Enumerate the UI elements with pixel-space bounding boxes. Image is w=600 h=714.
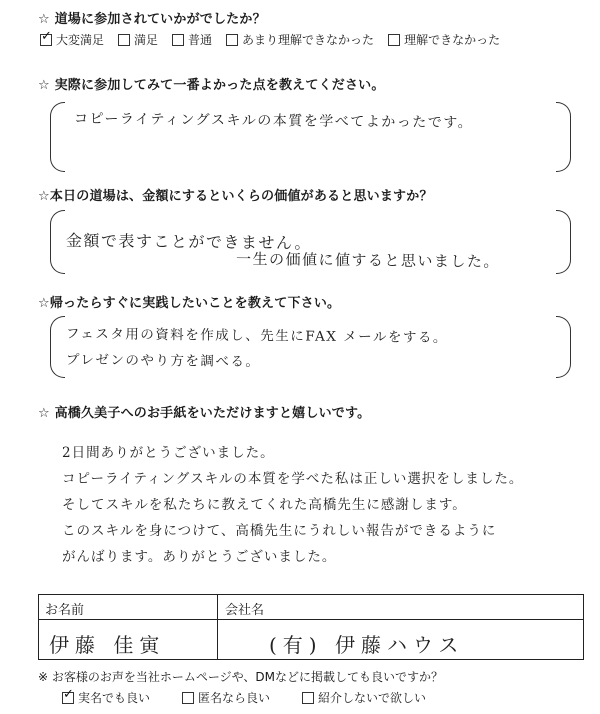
option-normal[interactable]	[172, 31, 212, 48]
answer-bracket-right	[556, 316, 571, 378]
option-label: 実名でも良い	[78, 691, 151, 705]
question-1-title: ☆ 道場に参加されていかがでしたか？	[38, 12, 266, 27]
checkbox-checked-icon[interactable]	[62, 692, 74, 704]
option-not-understood[interactable]	[388, 31, 500, 48]
option-satisfied[interactable]	[118, 31, 158, 48]
company-label: 会社名	[225, 603, 265, 618]
question-5-title: ☆ 高橋久美子へのお手紙をいただけますと嬉しいです。	[38, 406, 371, 421]
option-real-name-ok[interactable]	[62, 689, 150, 706]
table-divider	[217, 595, 218, 659]
publication-note: ※ お客様のお声を当社ホームページや、DMなどに掲載しても良いですか？	[38, 670, 443, 684]
checkbox-icon[interactable]	[118, 34, 130, 46]
question-2-title: ☆ 実際に参加してみて一番よかった点を教えてください。	[38, 78, 385, 93]
publication-options	[62, 689, 426, 706]
name-label: お名前	[45, 603, 85, 618]
option-label: 紹介しないで欲しい	[318, 691, 427, 705]
answer-bracket-left	[50, 316, 65, 378]
question-4-answer-line-1: フェスタ用の資料を作成し、先生にFAX メールをする。	[65, 326, 448, 346]
checkbox-icon[interactable]	[388, 34, 400, 46]
option-label: 大変満足	[56, 33, 105, 47]
option-label: 匿名なら良い	[198, 691, 271, 705]
checkbox-checked-icon[interactable]	[40, 34, 52, 46]
option-label: あまり理解できなかった	[242, 33, 375, 47]
letter-line: このスキルを身につけて、高橋先生にうれしい報告ができるように	[62, 523, 497, 539]
question-4-answer-line-2: プレゼンのやり方を調べる。	[65, 352, 261, 371]
letter-line: がんばります。ありがとうございました。	[62, 549, 337, 565]
question-3-answer-line-2: 一生の価値に値すると思いました。	[235, 250, 501, 271]
table-header-row	[39, 595, 583, 620]
answer-bracket-right	[556, 210, 571, 274]
option-label: 理解できなかった	[404, 33, 501, 47]
checkbox-icon[interactable]	[302, 692, 314, 704]
satisfaction-options	[40, 31, 500, 48]
option-do-not-publish[interactable]	[302, 689, 426, 706]
name-company-table	[38, 594, 584, 660]
question-3-title: ☆本日の道場は、金額にするといくらの価値があると思いますか？	[38, 189, 433, 204]
checkbox-icon[interactable]	[172, 34, 184, 46]
option-not-well-understood[interactable]	[226, 31, 374, 48]
letter-line: そしてスキルを私たちに教えてくれた高橋先生に感謝します。	[62, 497, 467, 513]
name-value[interactable]: 伊藤 佳寅	[49, 633, 166, 657]
letter-line: コピーライティングスキルの本質を学べた私は正しい選択をしました。	[62, 471, 524, 487]
checkbox-icon[interactable]	[226, 34, 238, 46]
question-3-answer-line-1: 金額で表すことができません。	[65, 231, 313, 253]
letter-line: 2日間ありがとうございました。	[62, 445, 275, 461]
option-label: 満足	[134, 33, 159, 47]
option-label: 普通	[188, 33, 213, 47]
company-value[interactable]: (有) 伊藤ハウス	[269, 633, 465, 657]
question-4-title: ☆帰ったらすぐに実践したいことを教えて下さい。	[38, 296, 341, 311]
checkbox-icon[interactable]	[182, 692, 194, 704]
answer-bracket-left	[50, 210, 65, 274]
question-2-answer: コピーライティングスキルの本質を学べてよかったです。	[73, 111, 474, 132]
handwritten-letter	[62, 440, 523, 570]
option-anonymous-ok[interactable]	[182, 689, 270, 706]
option-very-satisfied[interactable]	[40, 31, 104, 48]
answer-bracket-right	[556, 102, 571, 172]
answer-bracket-left	[50, 102, 65, 172]
